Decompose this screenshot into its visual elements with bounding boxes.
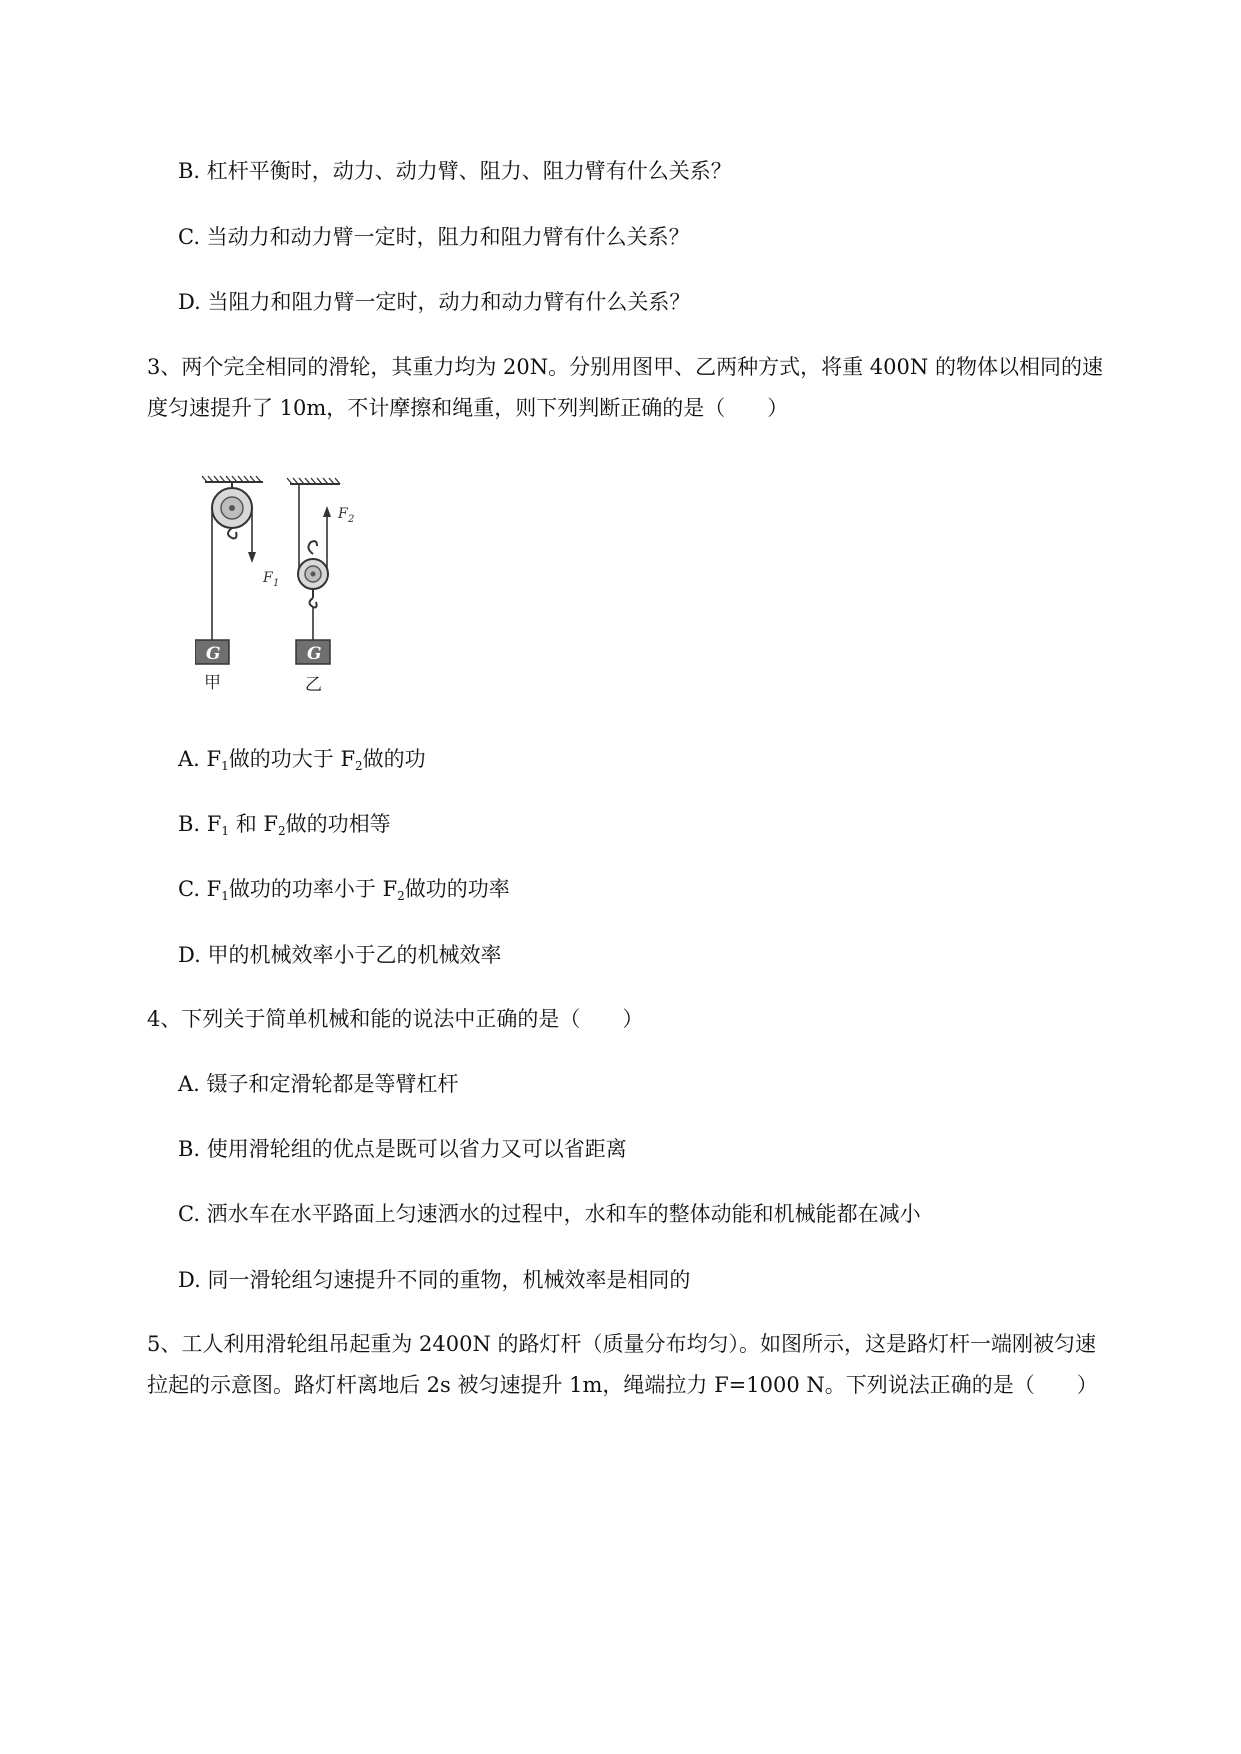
f1-label: F (263, 570, 273, 586)
pulley-figure (195, 470, 385, 700)
q4-option-b: B. 使用滑轮组的优点是既可以省力又可以省距离 (178, 1137, 627, 1161)
figure-label-yi: 乙 (305, 675, 322, 695)
f2-sub: 2 (348, 514, 355, 525)
q3-option-b: B. $F_1$ 和 $F_2$做的功相等 (178, 812, 391, 838)
q3-stem-line1: 3、两个完全相同的滑轮，其重力均为 20N。分别用图甲、乙两种方式，将重 400N 的物体以相同的速 (147, 355, 1103, 379)
q5-stem-line2: 拉起的示意图。路灯杆离地后 2s 被匀速提升 1m，绳端拉力 F=1000 N。下列说法正确的是（ ） (147, 1373, 1098, 1397)
q4-option-c: C. 洒水车在水平路面上匀速洒水的过程中，水和车的整体动能和机械能都在减小 (178, 1202, 921, 1226)
weight-right-label: G (307, 644, 322, 664)
q3-stem-line2: 度匀速提升了 10m，不计摩擦和绳重，则下列判断正确的是（ ） (147, 396, 789, 420)
f2-label: F (338, 506, 348, 522)
q2-option-c: C. 当动力和动力臂一定时，阻力和阻力臂有什么关系？ (178, 225, 690, 249)
q3-option-a: A. $F_1$做的功大于 $F_2$做的功 (178, 747, 426, 773)
q4-stem: 4、下列关于简单机械和能的说法中正确的是（ ） (147, 1007, 644, 1031)
q4-option-a: A. 镊子和定滑轮都是等臂杠杆 (178, 1072, 459, 1096)
q3-option-d: D. 甲的机械效率小于乙的机械效率 (178, 943, 502, 967)
figure-label-jia: 甲 (204, 673, 221, 693)
q3-option-c: C. $F_1$做功的功率小于 $F_2$做功的功率 (178, 877, 510, 903)
q5-stem-line1: 5、工人利用滑轮组吊起重为 2400N 的路灯杆（质量分布均匀）。如图所示，这是路灯杆一端刚被匀速 (147, 1332, 1097, 1356)
movable-pulley-diagram (287, 478, 354, 695)
q4-option-d: D. 同一滑轮组匀速提升不同的重物，机械效率是相同的 (178, 1268, 691, 1292)
weight-left-label: G (206, 644, 221, 664)
fixed-pulley-diagram (195, 476, 279, 693)
q2-option-b: B. 杠杆平衡时，动力、动力臂、阻力、阻力臂有什么关系？ (178, 159, 732, 183)
f1-sub: 1 (273, 578, 280, 589)
q2-option-d: D. 当阻力和阻力臂一定时，动力和动力臂有什么关系？ (178, 290, 691, 314)
